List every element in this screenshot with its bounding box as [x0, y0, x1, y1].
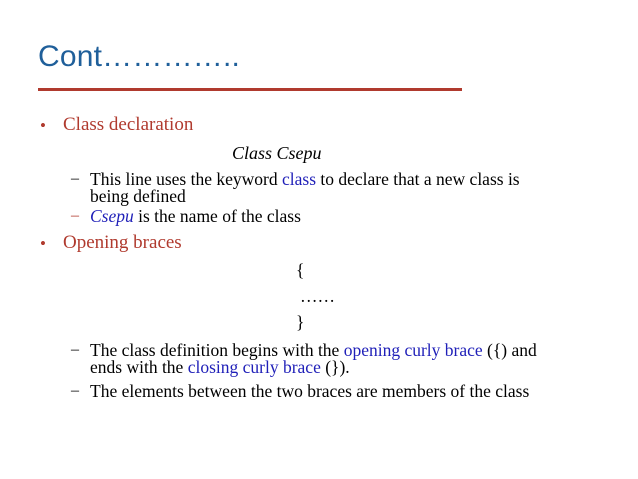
- sub-bullet-dash: –: [71, 207, 79, 224]
- term-closing-curly-brace: closing curly brace: [187, 357, 321, 377]
- sub-bullet-keyword-line2: being defined: [90, 186, 186, 206]
- keyword-class: class: [281, 169, 317, 189]
- sub-bullet-definition-line2: ends with the closing curly brace (}).: [90, 357, 350, 377]
- bullet-class-declaration: Class declaration: [63, 114, 194, 135]
- sub-bullet-dash: –: [71, 170, 79, 187]
- bullet-opening-braces: Opening braces: [63, 232, 182, 253]
- title-underline: [38, 88, 462, 91]
- sub-bullet-dash: –: [71, 382, 79, 399]
- class-name-csepu: Csepu: [90, 206, 134, 226]
- code-class-csepu: Class Csepu: [232, 143, 322, 163]
- bullet-marker: •: [40, 234, 46, 253]
- slide-title: Cont…………..: [38, 40, 241, 73]
- term-opening-curly-brace: opening curly brace: [343, 340, 483, 360]
- sub-bullet-keyword-line: This line uses the keyword class to declare that a new class is: [90, 169, 520, 189]
- sub-bullet-definition-line: The class definition begins with the opening curly brace ({) and: [90, 340, 537, 360]
- code-open-brace: {: [296, 260, 305, 280]
- code-ellipsis: ……: [300, 286, 335, 306]
- bullet-marker: •: [40, 116, 46, 135]
- code-close-brace: }: [296, 312, 305, 332]
- sub-bullet-members-line: The elements between the two braces are members of the class: [90, 381, 530, 401]
- sub-bullet-name-line: Csepu is the name of the class: [90, 206, 301, 226]
- sub-bullet-dash: –: [71, 341, 79, 358]
